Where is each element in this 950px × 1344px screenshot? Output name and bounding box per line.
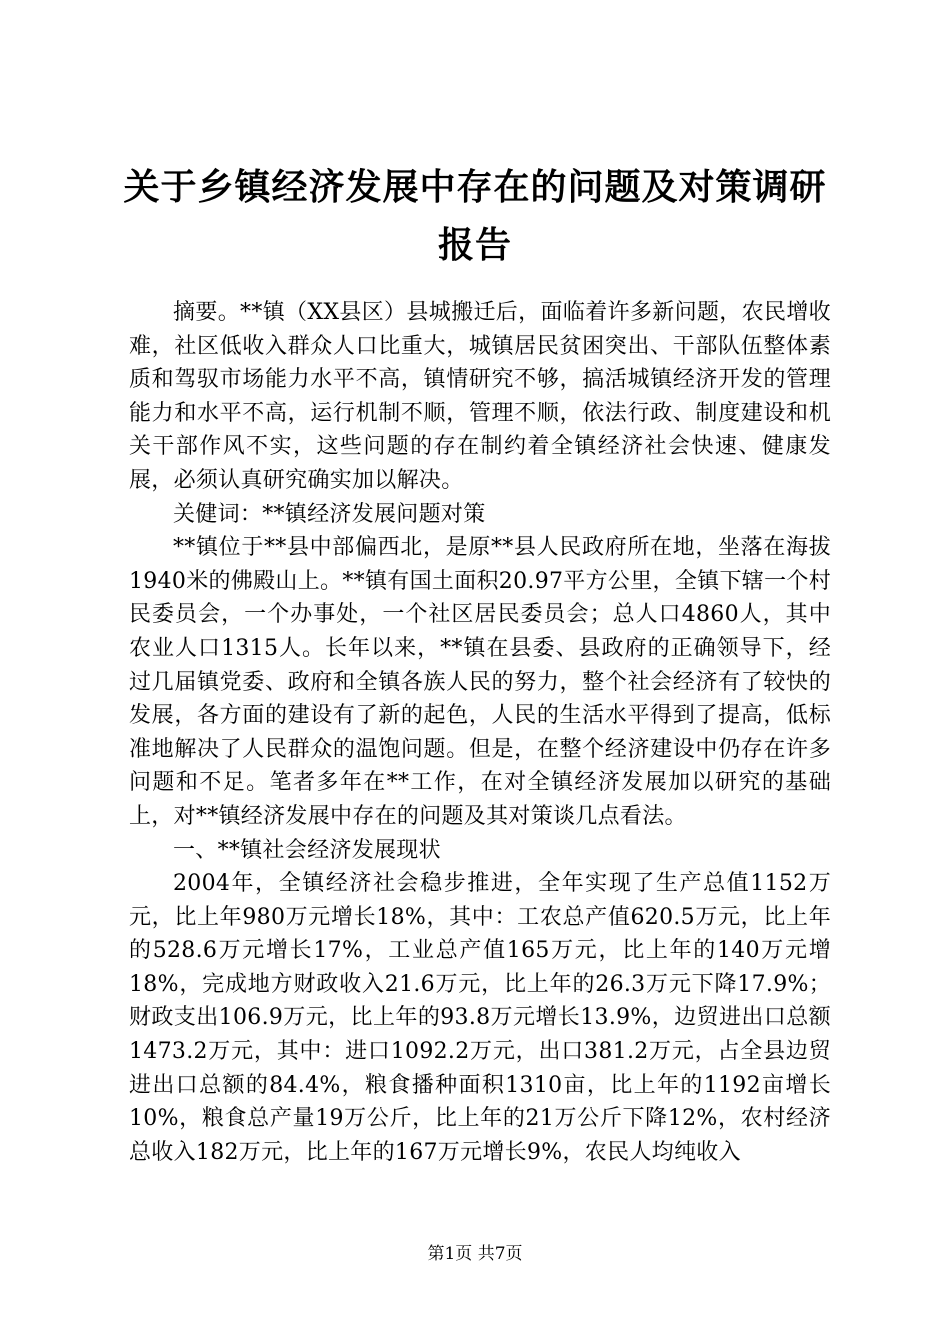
section-heading: 一、**镇社会经济发展现状 — [173, 837, 441, 863]
keywords-paragraph: 关健词：**镇经济发展问题对策 — [173, 501, 486, 527]
status-paragraph: 2004年，全镇经济社会稳步推进，全年实现了生产总值1152万元，比上年980万元增长18%，其中：工农总产值620.5万元，比上年的528.6万元增长17%，工业总产值165万元，比上年的140万元增18%，完成地方财政收入21.6万元，比上年的26.3万元下降17.9%；财政支出106.9万元，比上年的93.8万元增长13.9%，边贸进出口总额1473.2万元，其中：进口1092.2万元，出口381.2万元，占全县边贸进出口总额的84.4%，粮食播种面积1310亩，比上年的1192亩增长10%，粮食总产量19万公斤，比上年的21万公斤下降12%，农村经济总收入182万元，比上年的167万元增长9%，农民人均纯收入 — [129, 871, 831, 1165]
document-body — [129, 296, 831, 1169]
abstract-paragraph: 摘要。**镇（XX县区）县城搬迁后，面临着许多新问题，农民增收难，社区低收入群众人口比重大，城镇居民贫困突出、干部队伍整体素质和驾驭市场能力水平不高，镇情研究不够，搞活城镇经济开发的管理能力和水平不高，运行机制不顺，管理不顺，依法行政、制度建设和机关干部作风不实，这些问题的存在制约着全镇经济社会快速、健康发展，必须认真研究确实加以解决。 — [129, 300, 831, 493]
intro-paragraph: **镇位于**县中部偏西北，是原**县人民政府所在地，坐落在海拔1940米的佛殿山上。**镇有国土面积20.97平方公里，全镇下辖一个村民委员会，一个办事处，一个社区居民委员会；总人口4860人，其中农业人口1315人。长年以来，**镇在县委、县政府的正确领导下，经过几届镇党委、政府和全镇各族人民的努力，整个社会经济有了较快的发展，各方面的建设有了新的起色，人民的生活水平得到了提高，低标准地解决了人民群众的温饱问题。但是，在整个经济建设中仍存在许多问题和不足。笔者多年在**工作，在对全镇经济发展加以研究的基础上，对**镇经济发展中存在的问题及其对策谈几点看法。 — [129, 535, 831, 829]
document-title: 关于乡镇经济发展中存在的问题及对策调研报告 — [123, 166, 827, 266]
page-footer: 第1页 共7页 — [427, 1244, 523, 1264]
